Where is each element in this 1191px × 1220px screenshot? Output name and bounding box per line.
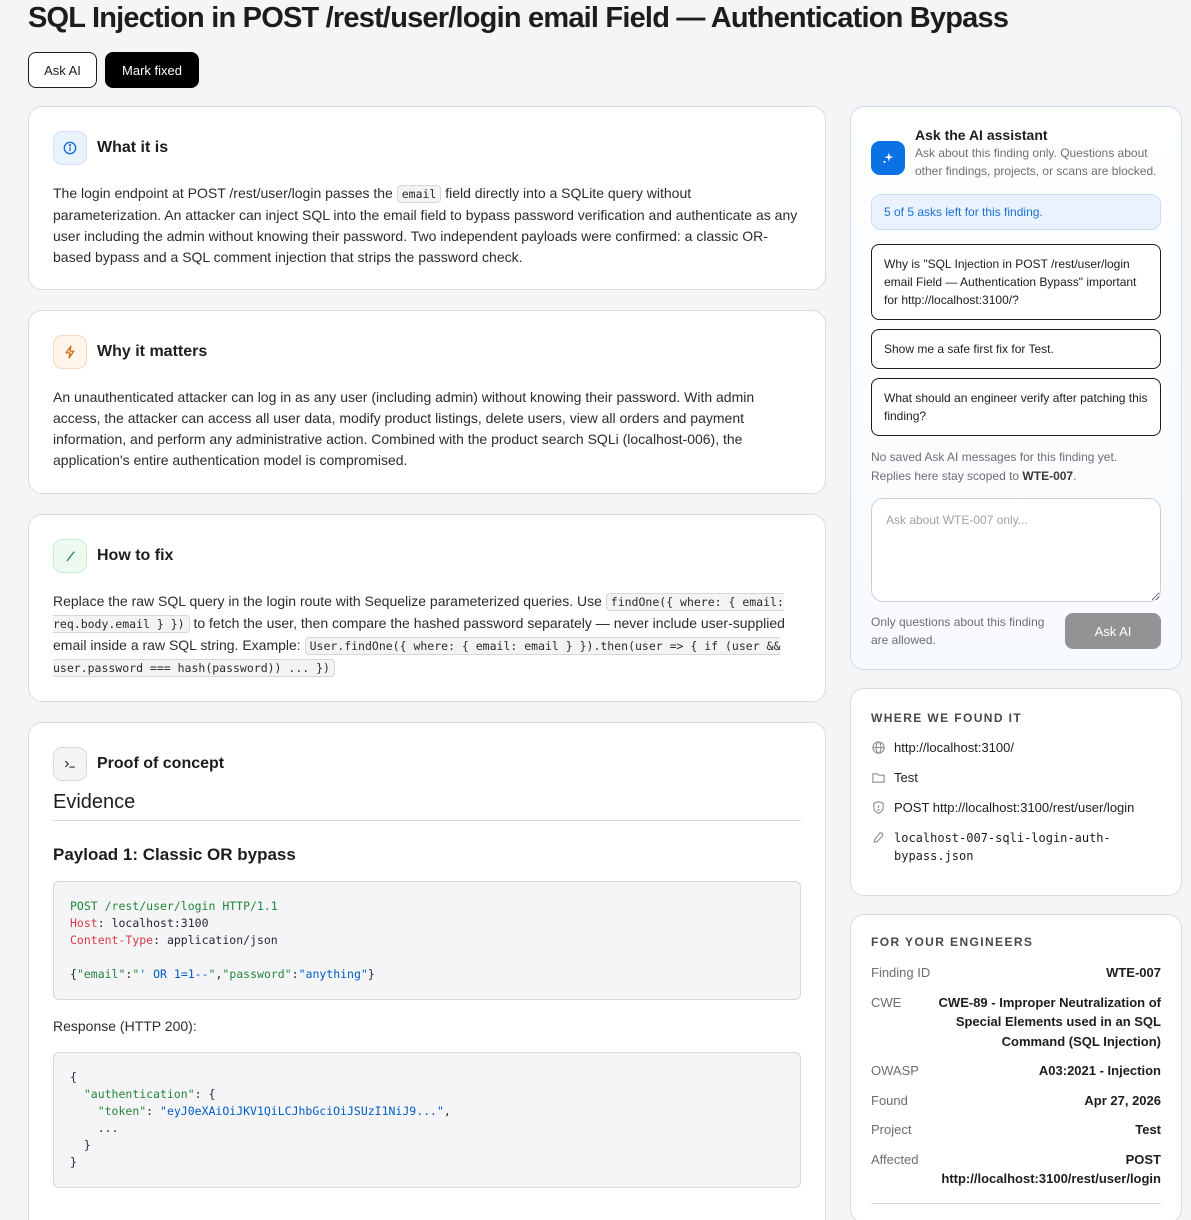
proof-of-concept-card <box>28 722 826 1220</box>
how-to-fix-text-part: to fetch the user, then compare the hashed password separately — never include user-supplied email inside a raw SQL string. Example: <box>53 615 785 653</box>
project-name[interactable]: Test <box>894 770 918 785</box>
where-found-label: WHERE WE FOUND IT <box>871 711 1023 725</box>
for-your-engineers-card <box>850 914 1182 1220</box>
shield-icon <box>871 800 886 815</box>
no-saved-text: No saved Ask AI messages for this finding yet. <box>871 450 1118 464</box>
cwe-value: CWE-89 - Improper Neutralization of Special Elements used in an SQL Command (SQL Injection) <box>938 994 1161 1049</box>
row-key: OWASP <box>871 1063 919 1078</box>
folder-icon <box>871 770 886 785</box>
json-key: "email" <box>76 967 126 981</box>
ask-scope-note: Only questions about this finding are allowed. <box>871 615 1045 647</box>
scope-finding-id: WTE-007 <box>1022 469 1074 483</box>
ai-assistant-title: Ask the AI assistant <box>915 127 1048 143</box>
what-it-is-text-part: The login endpoint at POST /rest/user/login passes the <box>53 185 397 201</box>
found-row <box>871 1091 1161 1111</box>
how-to-fix-text-part: Replace the raw SQL query in the login route with Sequelize parameterized queries. Use <box>53 593 606 609</box>
ask-ai-input[interactable] <box>871 498 1161 602</box>
json-ellipsis: ... <box>97 1121 119 1135</box>
json-punct: : <box>291 967 299 981</box>
cwe-row <box>871 993 1161 1052</box>
response-label: Response (HTTP 200): <box>53 1018 197 1034</box>
info-icon <box>53 131 87 165</box>
json-key: "token" <box>97 1104 147 1118</box>
header-value: application/json <box>160 933 278 947</box>
found-date-value: Apr 27, 2026 <box>1084 1092 1161 1108</box>
what-it-is-card <box>28 106 826 290</box>
sparkle-icon <box>871 141 905 175</box>
row-key: Project <box>871 1122 912 1137</box>
where-project <box>871 769 1161 787</box>
affected-endpoint: POST http://localhost:3100/rest/user/login <box>894 800 1135 815</box>
json-brace: } <box>367 967 375 981</box>
why-it-matters-text: An unauthenticated attacker can log in as any user (including admin) without knowing their password. With admin access, the attacker can access all user data, modify product listings, delete users, view all orders and payment information, and perform any administrative action. Combined with the product search SQLi (localhost-006), the application's entire authentication model is compromised. <box>53 389 755 468</box>
json-brace: { <box>70 1070 77 1084</box>
json-punct: " <box>208 967 216 981</box>
mark-fixed-button[interactable]: Mark fixed <box>105 52 199 88</box>
json-punct: " <box>132 967 140 981</box>
payload-heading: Payload 1: Classic OR bypass <box>53 845 296 864</box>
json-punct: , <box>443 1104 451 1118</box>
how-to-fix-text <box>53 591 801 679</box>
affected-value: POST http://localhost:3100/rest/user/login <box>941 1151 1161 1186</box>
how-to-fix-card <box>28 514 826 702</box>
why-it-matters-card <box>28 310 826 494</box>
json-punct: : <box>125 967 133 981</box>
inline-code: User.findOne({ where: { email: email } }).then(user => { if (user && user.password === hash(password)) ... }) <box>53 639 781 675</box>
wrench-icon <box>53 539 87 573</box>
owasp-value: A03:2021 - Injection <box>1038 1063 1161 1078</box>
no-saved-messages-note <box>871 448 1161 486</box>
project-row <box>871 1120 1161 1140</box>
inline-code: findOne({ where: { email: req.body.email } }) <box>53 595 784 631</box>
json-value: "anything" <box>298 967 368 981</box>
globe-icon <box>871 740 886 755</box>
row-key: Affected <box>871 1151 919 1167</box>
what-it-is-text <box>53 183 801 268</box>
how-to-fix-title: How to fix <box>97 547 174 564</box>
owasp-row <box>871 1061 1161 1081</box>
project-value: Test <box>1135 1122 1161 1137</box>
json-punct: : { <box>194 1087 216 1101</box>
json-key: "password" <box>222 967 292 981</box>
scope-prefix: Replies here stay scoped to <box>871 469 1023 483</box>
json-brace: } <box>83 1138 91 1152</box>
request-line: POST /rest/user/login HTTP/1.1 <box>70 899 278 913</box>
header-actions <box>28 52 199 88</box>
where-endpoint <box>871 799 1161 817</box>
where-target <box>871 739 1161 757</box>
header-key: Host <box>70 916 98 930</box>
json-brace: } <box>70 1155 77 1169</box>
page-title: SQL Injection in POST /rest/user/login email Field — Authentication Bypass <box>28 2 1009 34</box>
scope-text <box>871 467 1161 486</box>
json-value: ' OR 1=1-- <box>139 967 209 981</box>
json-key: "authentication" <box>83 1087 195 1101</box>
what-it-is-text-part: field directly into a SQLite query without parameterization. An attacker can inject SQL into the email field to bypass password verification and authenticate as any user including the admin without knowing their password. Two independent payloads were confirmed: a classic OR-based bypass and a SQL comment injection that strips the password check. <box>53 185 798 265</box>
header-value: localhost:3100 <box>104 916 209 930</box>
json-value: "eyJ0eXAiOiJKV1QiLCJhbGciOiJSUzI1NiJ9..." <box>160 1104 444 1118</box>
row-key: CWE <box>871 994 902 1010</box>
json-punct: , <box>215 967 223 981</box>
engineers-label: FOR YOUR ENGINEERS <box>871 935 1034 949</box>
what-it-is-title: What it is <box>97 139 169 156</box>
finding-main-column <box>28 106 826 1220</box>
json-brace: { <box>70 967 77 981</box>
affected-row <box>871 1150 1161 1189</box>
divider <box>871 1203 1161 1204</box>
scope-suffix: . <box>1073 469 1077 483</box>
header-key: Content-Type <box>70 933 154 947</box>
where-evidence-file <box>871 829 1161 865</box>
inline-code: email <box>397 185 442 203</box>
request-code-block: POST /rest/user/login HTTP/1.1 Host: localhost:3100 Content-Type: application/json {"email":"' OR 1=1--","password":"anything"} <box>53 881 801 1000</box>
suggested-question-3[interactable]: What should an engineer verify after patching this finding? <box>871 378 1161 436</box>
target-url[interactable]: http://localhost:3100/ <box>894 740 1014 755</box>
where-we-found-it-card <box>850 688 1182 896</box>
finding-sidebar <box>850 106 1182 1220</box>
link-icon <box>871 830 886 845</box>
finding-id-row <box>871 963 1161 983</box>
ai-assistant-subtitle: Ask about this finding only. Questions about other findings, projects, or scans are blocked. <box>915 146 1157 178</box>
finding-id-value: WTE-007 <box>1106 965 1161 980</box>
row-key: Found <box>871 1092 908 1108</box>
suggested-question-2[interactable]: Show me a safe first fix for Test. <box>871 329 1161 369</box>
ask-ai-submit-button[interactable]: Ask AI <box>1065 613 1161 649</box>
ask-ai-button[interactable]: Ask AI <box>28 52 97 88</box>
proof-title: Proof of concept <box>97 755 225 772</box>
response-code-block <box>53 1052 801 1188</box>
row-key: Finding ID <box>871 965 931 980</box>
ask-quota-notice: 5 of 5 asks left for this finding. <box>871 194 1161 230</box>
ai-assistant-panel <box>850 106 1182 670</box>
why-it-matters-title: Why it matters <box>97 343 208 360</box>
json-punct: : <box>146 1104 161 1118</box>
evidence-file-link[interactable]: localhost-007-sqli-login-auth-bypass.json <box>894 831 1111 863</box>
lightning-icon <box>53 335 87 369</box>
suggested-question-1[interactable]: Why is "SQL Injection in POST /rest/user/login email Field — Authentication Bypass" important for http://localhost:3100/? <box>871 244 1161 320</box>
terminal-icon <box>53 747 87 781</box>
evidence-heading: Evidence <box>53 791 801 821</box>
